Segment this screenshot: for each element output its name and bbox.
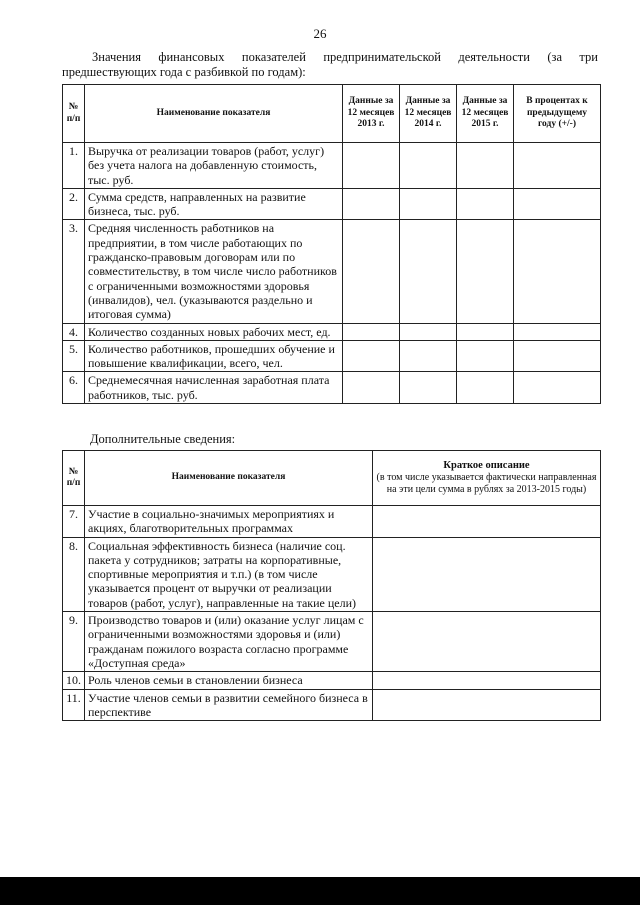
row-indicator-name: Социальная эффективность бизнеса (наличие соц. пакета у сотрудников; затраты на корпоративные, спортивные мероприятия и т.п.) (в том числе указывается процент от выручки от реализации товаров (работ, услуг), направленные на такие цели) [85,537,373,611]
row-number: 3. [63,220,85,323]
table-row [63,220,601,323]
cell-percent [514,188,601,220]
financial-indicators-table [62,84,601,404]
cell-percent [514,143,601,189]
row-number: 9. [63,612,85,672]
col-header-num: № п/п [63,85,85,143]
row-number: 10. [63,672,85,689]
scan-bottom-edge [0,877,640,905]
col-header-description [373,451,601,506]
row-indicator-name: Выручка от реализации товаров (работ, услуг) без учета налога на добавленную стоимость, тыс. руб. [85,143,343,189]
cell-2014 [400,340,457,372]
intro-text: Значения финансовых показателей предпринимательской деятельности (за три предшествующих года с разбивкой по годам): [62,50,598,79]
row-indicator-name: Среднемесячная начисленная заработная плата работников, тыс. руб. [85,372,343,404]
cell-2015 [457,143,514,189]
col-header-percent: В процентах к предыдущему году (+/-) [514,85,601,143]
col-header-name: Наименование показателя [85,451,373,506]
additional-info-heading: Дополнительные сведения: [90,432,236,446]
row-number: 4. [63,323,85,340]
row-number: 8. [63,537,85,611]
cell-2013 [343,220,400,323]
cell-2014 [400,143,457,189]
row-indicator-name: Количество созданных новых рабочих мест, ед. [85,323,343,340]
cell-description [373,537,601,611]
page-number: 26 [313,26,327,41]
cell-2014 [400,372,457,404]
row-indicator-name: Средняя численность работников на предприятии, в том числе работающих по гражданско-правовым договорам или по совместительству, в том числе число работников с ограниченными возможностями здоровья (инвалидов), чел. (указываются раздельно и итоговая сумма) [85,220,343,323]
cell-percent [514,372,601,404]
row-number: 7. [63,506,85,538]
col-header-2014: Данные за 12 месяцев 2014 г. [400,85,457,143]
cell-2014 [400,220,457,323]
cell-2015 [457,372,514,404]
additional-info-table [62,450,601,721]
cell-2013 [343,323,400,340]
table-row [63,506,601,538]
row-indicator-name: Участие членов семьи в развитии семейного бизнеса в перспективе [85,689,373,721]
cell-2015 [457,188,514,220]
table-row [63,188,601,220]
row-indicator-name: Производство товаров и (или) оказание услуг лицам с ограниченными возможностями здоровья и (или) гражданам пожилого возраста согласно программе «Доступная среда» [85,612,373,672]
cell-2014 [400,188,457,220]
cell-percent [514,323,601,340]
table-row [63,340,601,372]
row-indicator-name: Количество работников, прошедших обучение и повышение квалификации, всего, чел. [85,340,343,372]
table-row [63,372,601,404]
table-header-row [63,451,601,506]
row-indicator-name: Роль членов семьи в становлении бизнеса [85,672,373,689]
cell-description [373,672,601,689]
cell-2013 [343,143,400,189]
cell-percent [514,220,601,323]
row-number: 2. [63,188,85,220]
cell-2015 [457,340,514,372]
cell-2014 [400,323,457,340]
col-header-num: № п/п [63,451,85,506]
col-header-name: Наименование показателя [85,85,343,143]
cell-description [373,612,601,672]
row-indicator-name: Участие в социально-значимых мероприятиях и акциях, благотворительных программах [85,506,373,538]
table-row [63,143,601,189]
cell-description [373,506,601,538]
row-number: 11. [63,689,85,721]
cell-2013 [343,340,400,372]
cell-2013 [343,188,400,220]
row-number: 1. [63,143,85,189]
row-number: 5. [63,340,85,372]
table-row [63,612,601,672]
cell-2015 [457,323,514,340]
table-header-row [63,85,601,143]
cell-description [373,689,601,721]
description-note: (в том числе указывается фактически направленная на эти цели сумма в рублях за 2013-2015 годы) [376,472,597,495]
cell-percent [514,340,601,372]
cell-2013 [343,372,400,404]
row-indicator-name: Сумма средств, направленных на развитие бизнеса, тыс. руб. [85,188,343,220]
description-title: Краткое описание [443,460,530,471]
col-header-2013: Данные за 12 месяцев 2013 г. [343,85,400,143]
cell-2015 [457,220,514,323]
table-row [63,323,601,340]
col-header-2015: Данные за 12 месяцев 2015 г. [457,85,514,143]
row-number: 6. [63,372,85,404]
table-row [63,537,601,611]
table-row [63,672,601,689]
table-row [63,689,601,721]
